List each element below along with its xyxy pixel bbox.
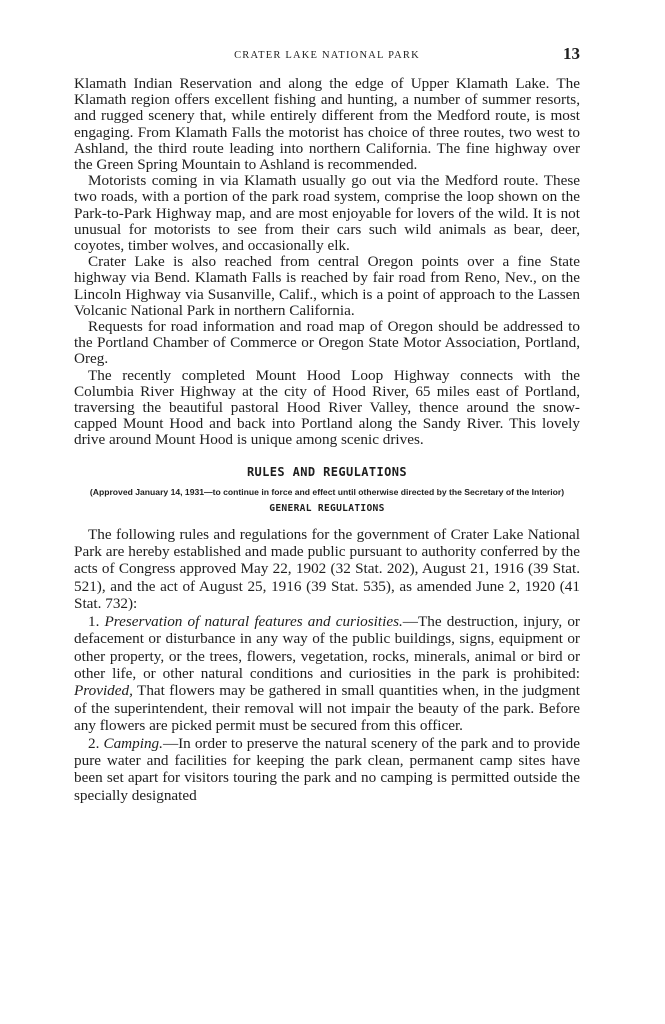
rule-1-text-a: —The destruction, injury, or defacement or disturbance in any way of the public buildings, signs, equipment or other property, or the trees, flowers, vegetation, rocks, minerals, animal or bird or other life, or other natural conditions and curiosities in the park is prohibited: xyxy=(74,612,580,682)
rule-1-title: Preservation of natural features and curiosities. xyxy=(104,612,403,630)
paragraph-mount-hood-loop: The recently completed Mount Hood Loop Highway connects with the Columbia River Highway at the city of Hood River, 65 miles east of Portland, traversing the beautiful pastoral Hood River Valley, thence around the snow-capped Mount Hood and back into Portland along the Sandy River. This lovely drive around Mount Hood is unique among scenic drives. xyxy=(74,366,580,449)
sub-heading: GENERAL REGULATIONS xyxy=(269,502,385,514)
paragraph-central-oregon: Crater Lake is also reached from central Oregon points over a fine State highway via Bend. Klamath Falls is reached by fair road from Reno, Nev., on the Lincoln Highway via Susanville, Calif., which is a point of approach to the Lassen Volcanic National Park in northern California. xyxy=(74,253,580,319)
page-number: 13 xyxy=(563,44,580,63)
section-heading: RULES AND REGULATIONS xyxy=(246,464,408,479)
rule-1-text-b: That flowers may be gathered in small quantities when, in the judgment of the superintendent, their removal will not impair the beauty of the park. Before any flowers are picked permit must be secured from this officer. xyxy=(74,682,580,735)
rule-1-proviso: Provided, xyxy=(74,682,133,700)
running-header xyxy=(74,44,580,66)
body-text xyxy=(74,76,580,449)
paragraph-klamath-route: Klamath Indian Reservation and along the edge of Upper Klamath Lake. The Klamath region offers excellent fishing and hunting, a number of summer resorts, and rugged scenery that, while entirely different from the Medford route, is most engaging. From Klamath Falls the motorist has choice of three routes, two west to Ashland, the third route leading into northern California. The fine highway over the Green Spring Mountain to Ashland is recommended. xyxy=(74,75,580,174)
rule-1-number: 1. xyxy=(88,612,100,630)
rules-text xyxy=(74,526,580,805)
document-page xyxy=(74,44,580,804)
rules-intro: The following rules and regulations for the government of Crater Lake National Park are hereby established and made public pursuant to authority conferred by the acts of Congress approved May 22, 1902 (32 Stat. 202), August 21, 1916 (39 Stat. 521), and the act of August 25, 1916 (39 Stat. 535), as amended June 2, 1920 (41 Stat. 732): xyxy=(74,525,580,613)
paragraph-road-information: Requests for road information and road map of Oregon should be addressed to the Portland Chamber of Commerce or Oregon State Motor Association, Portland, Oreg. xyxy=(74,318,580,368)
rule-2-text: —In order to preserve the natural scenery of the park and to provide pure water and facilities for keeping the park clean, permanent camp sites have been set apart for visitors touring the park and no camping is permitted outside the specially designated xyxy=(74,734,580,804)
approval-note: (Approved January 14, 1931—to continue in force and effect until otherwise directed by the Secretary of the Interior) xyxy=(89,486,565,497)
rule-1 xyxy=(74,613,580,735)
running-title: CRATER LAKE NATIONAL PARK xyxy=(234,50,420,61)
rule-2 xyxy=(74,735,580,805)
paragraph-medford-loop: Motorists coming in via Klamath usually go out via the Medford route. These two roads, with a portion of the park road system, comprise the loop shown on the Park-to-Park Highway map, and are most enjoyable for lovers of the wild. It is not unusual for motorists to see from their cars such wild animals as bear, deer, coyotes, timber wolves, and occasionally elk. xyxy=(74,172,580,255)
rule-2-number: 2. xyxy=(88,734,100,752)
rule-2-title: Camping. xyxy=(103,734,163,752)
